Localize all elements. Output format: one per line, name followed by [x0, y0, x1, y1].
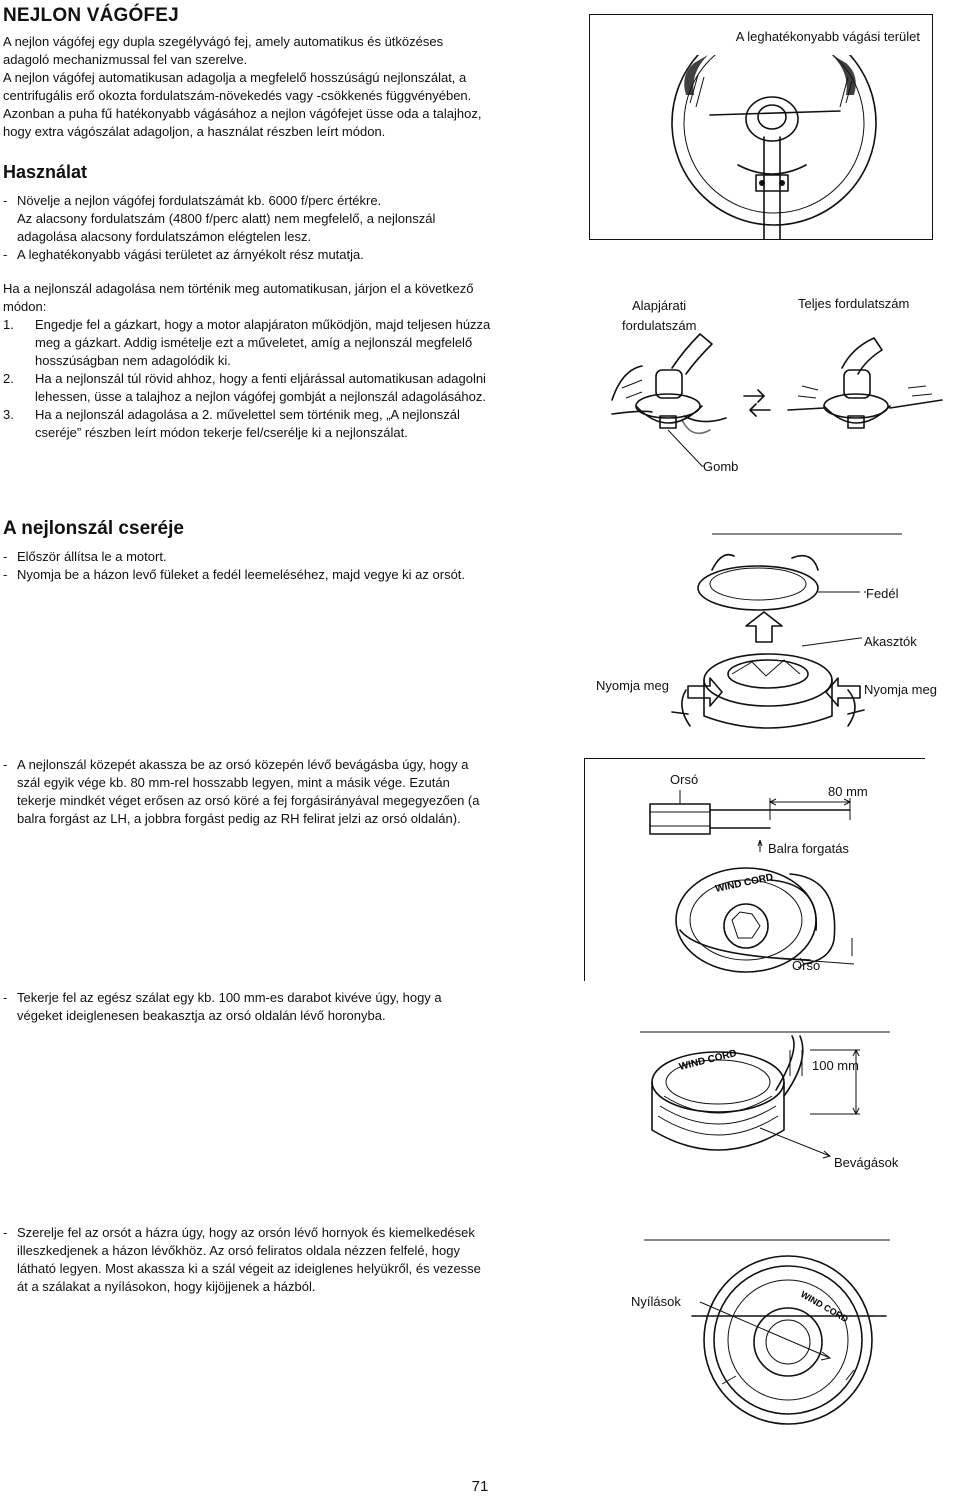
- page-number: 71: [471, 1478, 489, 1495]
- usage-list: [3, 192, 573, 264]
- list-item: illeszkedjenek a házon lévőkhöz. Az orsó feliratos oldala nézzen felfelé, hogy: [17, 1243, 460, 1258]
- install-spool-instructions: [3, 1224, 573, 1296]
- step-3: 3. Ha a nejlonszál adagolása a 2. művelettel sem történik meg, „A nejlonszál cseréje” részben leírt módon tekerje fel/cserélje ki a nejlonszálat.: [3, 407, 460, 440]
- step-1: 1. Engedje fel a gázkart, hogy a motor alapjáraton működjön, majd teljesen húzza meg a gázkart. Addig ismételje ezt a műveletet, amíg a nejlonszál megfelelő hosszúságban nem adagolódik ki.: [3, 317, 491, 368]
- text-line: A nejlon vágófej automatikusan adagolja a megfelelő hosszúságú nejlonszálat, a: [3, 70, 467, 85]
- label-cover: Fedél: [866, 586, 899, 601]
- list-item: balra forgást az LH, a jobbra forgást pedig az RH felirat jelzi az orsó oldalán).: [17, 811, 461, 826]
- text-line: hogy extra vágószálat adagoljon, a használat részben leírt módon.: [3, 124, 386, 139]
- figure-label-cutting-area: A leghatékonyabb vágási terület: [735, 29, 920, 44]
- text-line: Ha a nejlonszál adagolása nem történik meg automatikusan, járjon el a következő: [3, 281, 474, 296]
- label-80mm: 80 mm: [828, 784, 868, 799]
- spool-lettering: WIND CORD: [714, 871, 775, 895]
- label-spool-bottom: Orsó: [792, 958, 821, 973]
- label-idle-line1: Alapjárati: [632, 298, 687, 313]
- label-idle-line2: fordulatszám: [622, 318, 697, 333]
- idle-vs-full-illustration: [612, 290, 952, 470]
- spool-lettering: WIND CORD: [799, 1289, 850, 1325]
- list-item: Az alacsony fordulatszám (4800 f/perc alatt) nem megfelelő, a nejlonszál: [17, 211, 436, 226]
- label-spool-top: Orsó: [670, 772, 699, 787]
- text-line: adagoló mechanizmussal fel van szerelve.: [3, 52, 248, 67]
- trimmer-head-illustration: [590, 15, 932, 239]
- list-item: - Növelje a nejlon vágófej fordulatszámát kb. 6000 f/perc értékre.: [3, 193, 382, 208]
- list-item: végeket ideiglenesen beakasztja az orsó oldalán lévő horonyba.: [17, 1008, 386, 1023]
- step-2: 2. Ha a nejlonszál túl rövid ahhoz, hogy a fenti eljárással automatikusan adagolni lehessen, üsse a talajhoz a nejlon vágófej gombját a nejlonszál adagolásához.: [3, 371, 486, 404]
- list-item: szál egyik vége kb. 80 mm-rel hosszabb legyen, mint a másik vége. Ezután: [17, 775, 450, 790]
- list-item: látható legyen. Most akassza ki a szál végeit az ideiglenes helyükről, és vezesse: [17, 1261, 481, 1276]
- list-item: - Tekerje fel az egész szálat egy kb. 100 mm-es darabot kivéve úgy, hogy a: [3, 990, 442, 1005]
- list-item: - Nyomja be a házon levő füleket a fedél leemeléséhez, majd vegye ki az orsót.: [3, 567, 466, 582]
- text-line: A nejlon vágófej egy dupla szegélyvágó fej, amely automatikus és ütközéses: [3, 34, 444, 49]
- figure-cutting-area: [589, 14, 933, 240]
- list-item: - Először állítsa le a motort.: [3, 549, 167, 564]
- section-title-line-replacement: A nejlonszál cseréje: [3, 518, 184, 539]
- cover-removal-illustration: [672, 530, 942, 740]
- intro-paragraph: [3, 33, 573, 141]
- label-press-right: Nyomja meg: [864, 682, 937, 697]
- list-item: - Szerelje fel az orsót a házra úgy, hogy az orsón lévő hornyok és kiemelkedések: [3, 1225, 475, 1240]
- section-title-nylon-head: NEJLON VÁGÓFEJ: [3, 5, 179, 26]
- label-knob: Gomb: [703, 459, 739, 474]
- spool-winding-illustration: [620, 780, 900, 980]
- replacement-list: [3, 548, 573, 584]
- secure-ends-instructions: [3, 989, 573, 1025]
- section-title-usage: Használat: [3, 162, 88, 182]
- label-press-left: Nyomja meg: [596, 678, 669, 693]
- text-line: módon:: [3, 299, 47, 314]
- spool-lettering: WIND CORD: [678, 1047, 738, 1073]
- label-notches: Bevágások: [834, 1155, 899, 1170]
- spool-notches-illustration: [640, 1030, 900, 1180]
- label-full-speed: Teljes fordulatszám: [798, 296, 910, 311]
- list-item: - A nejlonszál közepét akassza be az orsó közepén lévő bevágásba úgy, hogy a: [3, 757, 469, 772]
- feed-procedure: [3, 280, 573, 442]
- text-line: Azonban a puha fű hatékonyabb vágásához a nejlon vágófejet üsse oda a talajhoz,: [3, 106, 482, 121]
- label-left-rotation: Balra forgatás: [768, 841, 849, 856]
- spool-installed-illustration: [640, 1230, 920, 1420]
- label-holes: Nyílások: [631, 1294, 681, 1309]
- list-item: - A leghatékonyabb vágási területet az árnyékolt rész mutatja.: [3, 247, 364, 262]
- list-item: adagolása alacsony fordulatszámon elégtelen lesz.: [17, 229, 312, 244]
- list-item: át a szálakat a nyílásokon, hogy kijöjjenek a házból.: [17, 1279, 316, 1294]
- text-line: centrifugális erő okozta fordulatszám-növekedés vagy -csökkenés függvényében.: [3, 88, 472, 103]
- list-item: tekerje mindkét véget erősen az orsó köré a fej forgásirányával megegyezően (a: [17, 793, 480, 808]
- label-hooks: Akasztók: [864, 634, 917, 649]
- label-100mm: 100 mm: [812, 1058, 859, 1073]
- wind-instructions: [3, 756, 573, 828]
